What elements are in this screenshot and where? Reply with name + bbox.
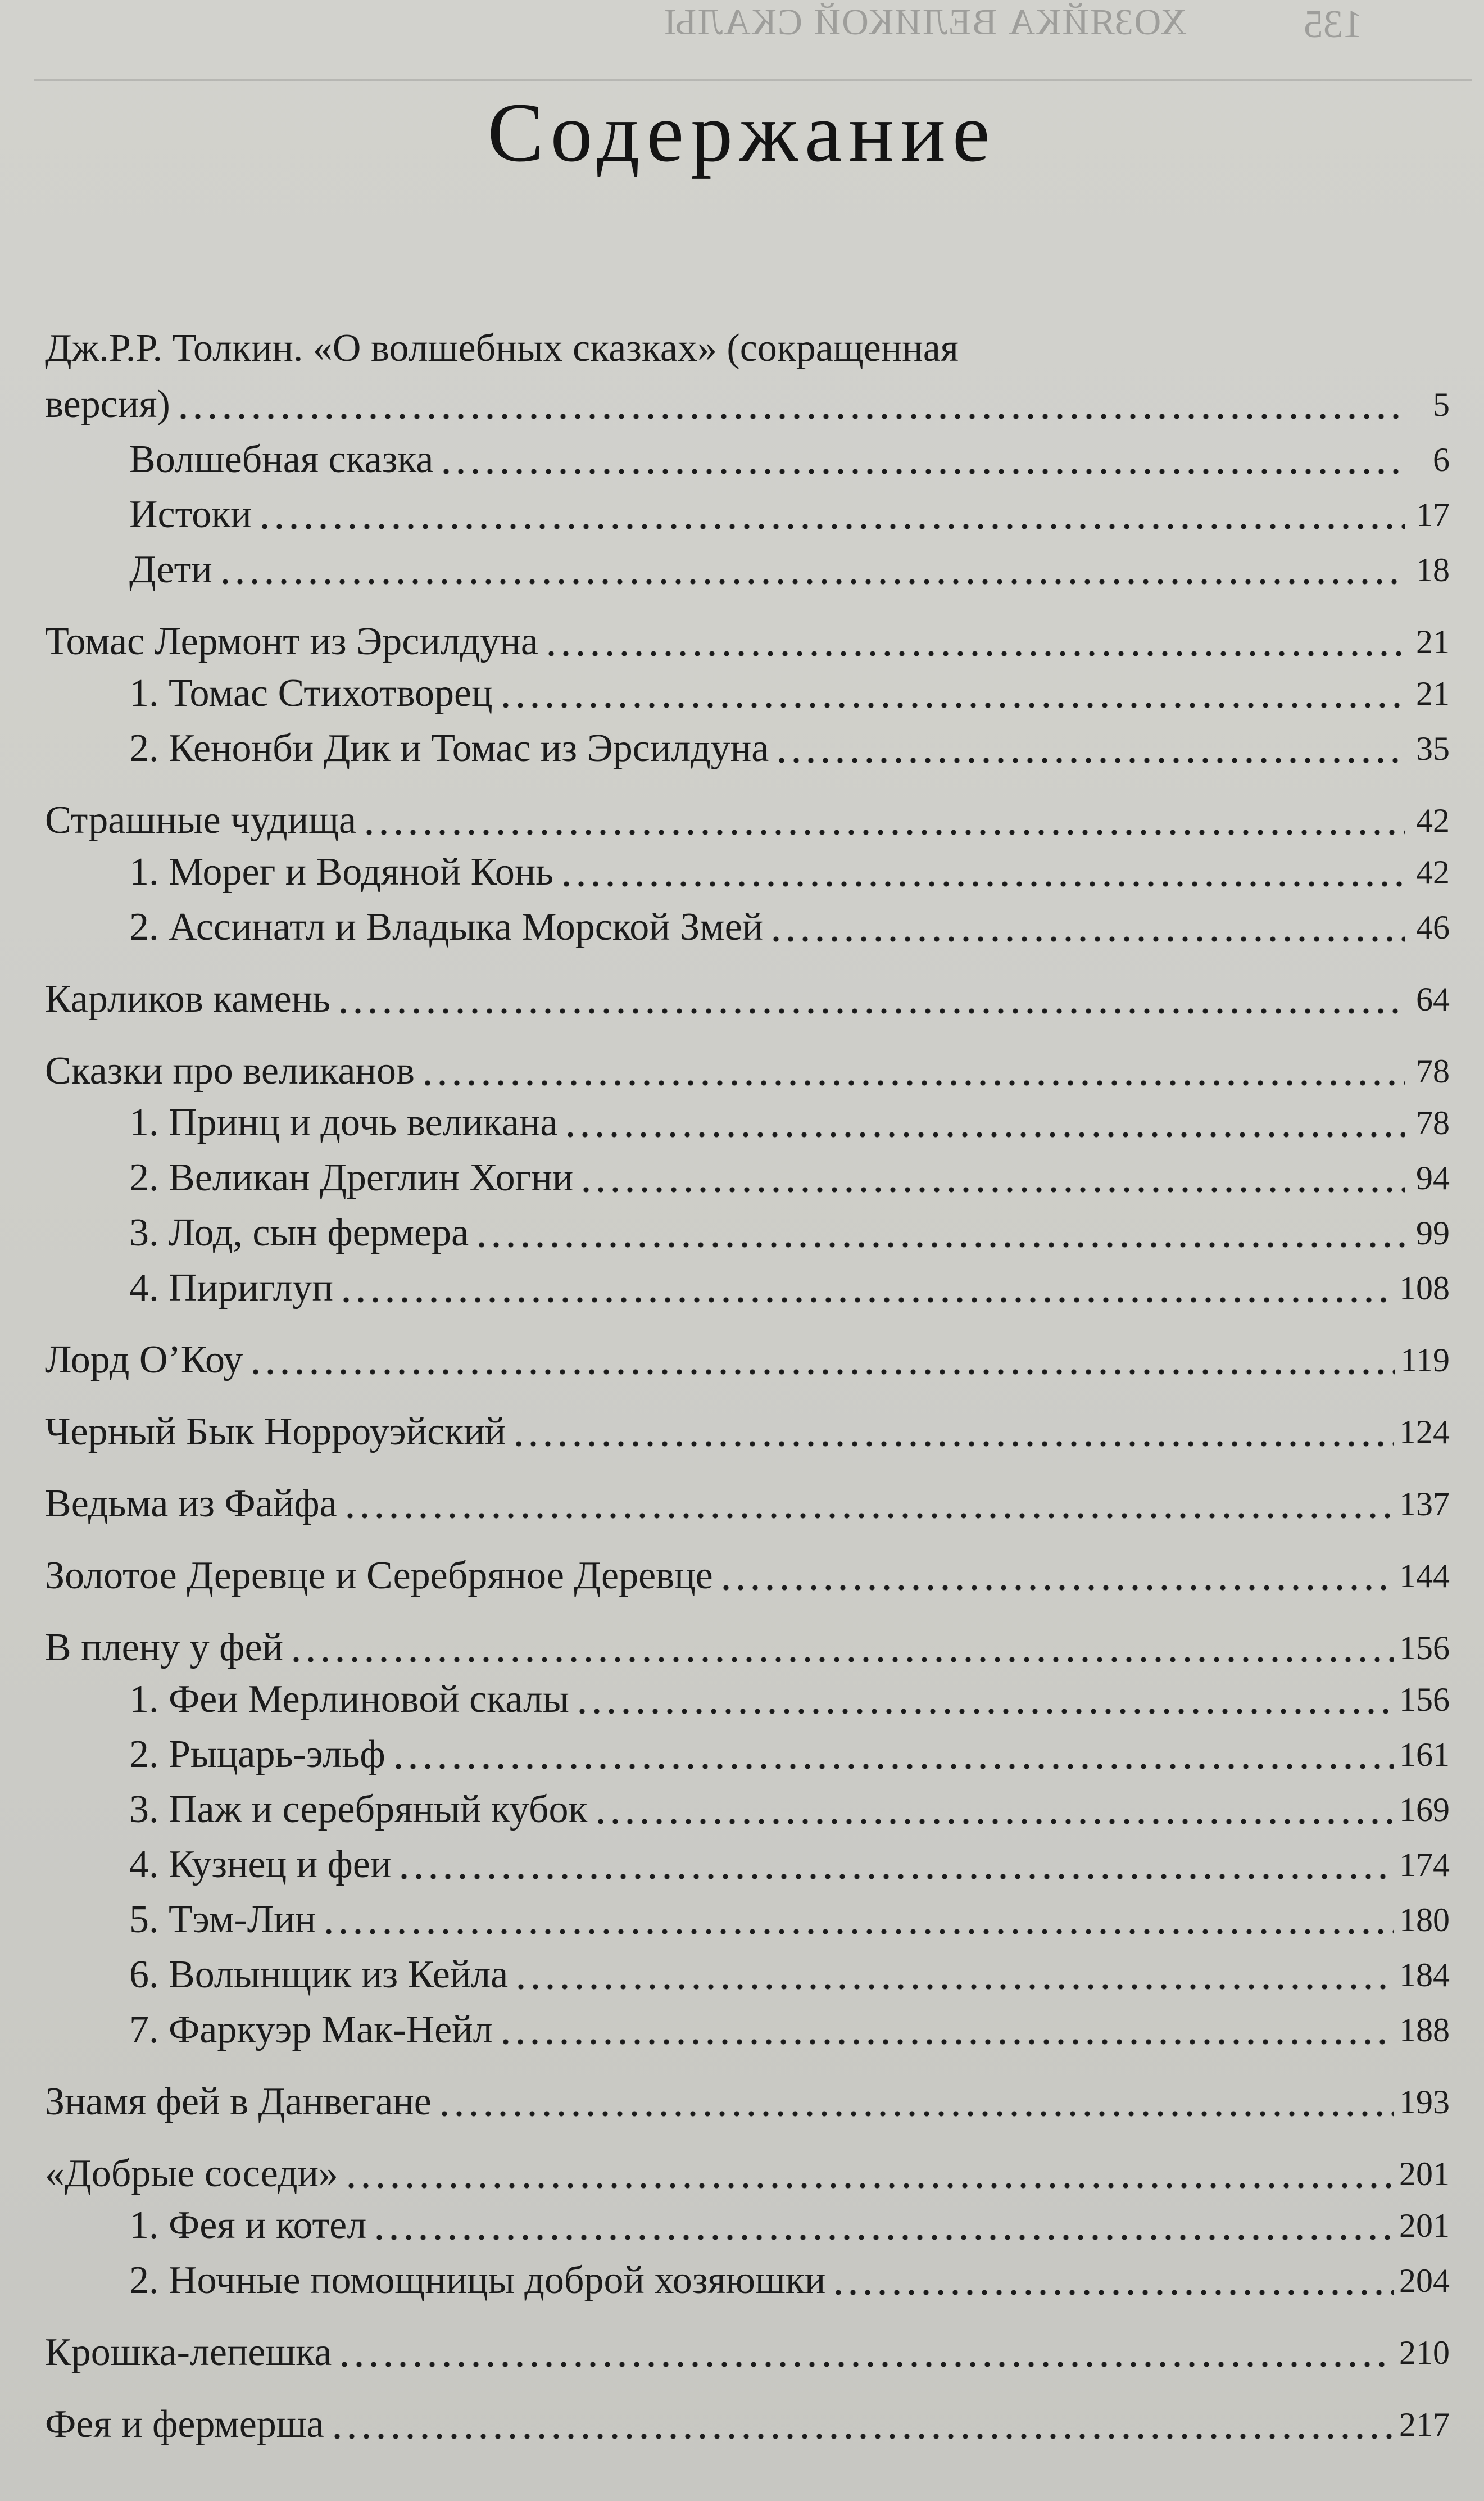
toc-entry — [129, 1153, 1450, 1203]
toc-entry-title: 3. Паж и серебряный кубок — [129, 1788, 588, 1831]
dot-leader — [321, 1928, 1394, 1935]
toc-entry-title: 2. Ночные помощницы доброй хозяюшки — [129, 2259, 826, 2302]
toc-entry — [129, 1950, 1450, 2000]
dot-leader — [498, 2038, 1394, 2045]
toc-entry-title: 2. Великан Дреглин Хогни — [129, 1156, 574, 1199]
toc-entry — [45, 2077, 1450, 2127]
toc-page-number: 119 — [1400, 1342, 1450, 1379]
bleed-through-rule — [34, 79, 1472, 81]
toc-entry-title: Золотое Деревце и Серебряное Деревце — [45, 1554, 713, 1597]
toc-page-number: 174 — [1399, 1846, 1450, 1883]
toc-entry — [129, 1839, 1450, 1890]
dot-leader — [289, 1656, 1394, 1663]
toc-page-number: 193 — [1399, 2083, 1450, 2121]
dot-leader — [544, 650, 1405, 657]
dot-leader — [391, 1763, 1394, 1770]
toc-entry — [129, 723, 1450, 774]
toc-entry-title: Карликов камень — [45, 977, 331, 1021]
dot-leader — [593, 1818, 1394, 1825]
toc-entry-title-line1: «О волшебных сказках» (сокращенная — [303, 327, 959, 370]
toc-entry — [45, 974, 1450, 1025]
toc-page-number: 78 — [1416, 1053, 1450, 1090]
toc-entry-title: 1. Томас Стихотворец — [129, 672, 493, 715]
toc-page-number: 17 — [1416, 496, 1450, 533]
toc-page-number: 42 — [1416, 854, 1450, 891]
dot-leader — [257, 523, 1405, 530]
toc-entry-title: В плену у фей — [45, 1626, 283, 1669]
dot-leader — [514, 1983, 1394, 1990]
toc-entry-title: Сказки про великанов — [45, 1049, 415, 1093]
dot-leader — [511, 1440, 1394, 1447]
toc-entry-title: 7. Фаркуэр Мак-Нейл — [129, 2008, 493, 2051]
toc-entry-title: 2. Ассинатл и Владыка Морской Змей — [129, 905, 764, 949]
toc-entry-title: 4. Пириглуп — [129, 1266, 334, 1310]
toc-page-number: 169 — [1399, 1791, 1450, 1828]
toc-entry — [45, 1551, 1450, 1601]
toc-entry-title: Знамя фей в Данвегане — [45, 2080, 432, 2123]
toc-entry-title: 4. Кузнец и феи — [129, 1843, 392, 1886]
toc-page-number: 201 — [1399, 2155, 1450, 2192]
toc-page-number: 161 — [1399, 1736, 1450, 1773]
toc-entry-title: Ведьма из Файфа — [45, 1482, 337, 1525]
toc-entry-title: Дети — [129, 548, 212, 591]
toc-page-number: 21 — [1416, 623, 1450, 660]
toc-entry — [45, 2327, 1450, 2378]
toc-page-number: 94 — [1416, 1159, 1450, 1197]
dot-leader — [563, 1131, 1405, 1138]
dot-leader — [344, 2182, 1394, 2189]
toc-entry — [129, 1208, 1450, 1258]
toc-entry — [45, 1407, 1450, 1457]
toc-entry — [129, 2255, 1450, 2306]
toc-entry — [129, 1895, 1450, 1945]
toc-entry-title: 3. Лод, сын фермера — [129, 1211, 469, 1254]
toc-entry-title: 5. Тэм-Лин — [129, 1898, 316, 1941]
toc-entry — [129, 1674, 1450, 1725]
dot-leader — [362, 829, 1405, 836]
toc-entry-first-line1 — [45, 323, 959, 374]
toc-entry — [45, 2399, 1450, 2450]
toc-entry-title: 1. Принц и дочь великана — [129, 1101, 558, 1144]
bleed-through-header: ХОЗЯЙКА ВЕЛИКОЙ СКАЛЫ — [663, 2, 1187, 43]
toc-page-number: 21 — [1416, 675, 1450, 712]
toc-page-number: 156 — [1399, 1629, 1450, 1666]
dot-leader — [579, 1186, 1405, 1193]
dot-leader — [439, 468, 1405, 475]
toc-entry-title: 2. Рыцарь-эльф — [129, 1733, 385, 1776]
page-title: Содержание — [487, 86, 997, 179]
toc-entry — [129, 1098, 1450, 1148]
toc-entry-first-line2 — [45, 379, 1450, 430]
toc-page-number: 217 — [1399, 2406, 1450, 2443]
toc-entry — [129, 1784, 1450, 1835]
dot-leader — [343, 1512, 1394, 1519]
toc-entry — [129, 1263, 1450, 1313]
toc-entry — [129, 2200, 1450, 2251]
dot-leader — [336, 1008, 1405, 1014]
toc-page-number: 188 — [1399, 2011, 1450, 2049]
toc-entry — [129, 1729, 1450, 1780]
toc-page-number: 144 — [1399, 1557, 1450, 1594]
toc-page-number: 180 — [1399, 1901, 1450, 1938]
toc-page-number: 42 — [1416, 802, 1450, 839]
toc-page-number: 18 — [1416, 551, 1450, 588]
toc-entry-title: Лорд О’Коу — [45, 1338, 243, 1381]
toc-page-number: 46 — [1416, 909, 1450, 946]
dot-leader — [575, 1708, 1394, 1715]
dot-leader — [339, 1297, 1394, 1303]
toc-page-number: 184 — [1399, 1956, 1450, 1993]
dot-leader — [330, 2433, 1394, 2440]
dot-leader — [474, 1242, 1405, 1248]
toc-page-number: 78 — [1416, 1104, 1450, 1141]
dot-leader — [774, 757, 1405, 764]
toc-entry — [45, 1335, 1450, 1385]
toc-entry-title: 1. Фея и котел — [129, 2204, 367, 2247]
toc-entry-title: «Добрые соседи» — [45, 2152, 338, 2195]
toc-entry — [45, 795, 1450, 846]
toc-entry — [129, 902, 1450, 953]
toc-entry-title: Томас Лермонт из Эрсилдуна — [45, 620, 538, 663]
toc-entry — [129, 668, 1450, 719]
toc-page-number: 6 — [1433, 441, 1450, 478]
toc-entry — [45, 617, 1450, 667]
toc-page-number: 99 — [1416, 1215, 1450, 1252]
dot-leader — [337, 2361, 1394, 2368]
toc-entry-title: Истоки — [129, 493, 252, 536]
toc-entry — [129, 490, 1450, 540]
dot-leader — [248, 1369, 1395, 1375]
dot-leader — [372, 2234, 1394, 2241]
dot-leader — [498, 702, 1405, 709]
toc-entry — [129, 434, 1450, 485]
dot-leader — [397, 1873, 1394, 1880]
toc-page-number: 35 — [1416, 730, 1450, 767]
toc-entry — [45, 1623, 1450, 1673]
dot-leader — [769, 936, 1405, 943]
toc-page-number: 64 — [1416, 981, 1450, 1018]
toc-entry-title: Страшные чудища — [45, 799, 357, 842]
dot-leader — [831, 2289, 1394, 2296]
toc-page-number: 108 — [1399, 1270, 1450, 1307]
toc-page-number: 124 — [1399, 1413, 1450, 1451]
dot-leader — [719, 1584, 1394, 1591]
toc-entry-title: 6. Волынщик из Кейла — [129, 1953, 509, 1996]
toc-page-number: 204 — [1399, 2262, 1450, 2299]
toc-entry-title: Волшебная сказка — [129, 438, 434, 481]
toc-entry-title: 1. Морег и Водяной Конь — [129, 850, 554, 894]
bleed-through-page-number: 135 — [1304, 3, 1363, 46]
toc-entry-title-line2: версия) — [45, 383, 170, 426]
toc-entry-author: Дж.Р.Р. Толкин. — [45, 327, 303, 370]
toc-entry — [129, 545, 1450, 595]
toc-page-number: 201 — [1399, 2207, 1450, 2244]
toc-entry — [45, 1479, 1450, 1529]
toc-page-number: 5 — [1433, 386, 1450, 423]
dot-leader — [218, 578, 1405, 585]
toc-entry-title: Крошка-лепешка — [45, 2331, 332, 2374]
toc-page-number: 210 — [1399, 2334, 1450, 2371]
toc-entry-title: Фея и фермерша — [45, 2403, 324, 2446]
dot-leader — [176, 413, 1405, 420]
dot-leader — [420, 1080, 1405, 1086]
toc-entry — [129, 847, 1450, 898]
toc-page-number: 156 — [1399, 1681, 1450, 1718]
toc-entry — [129, 2005, 1450, 2055]
toc-page-number: 137 — [1399, 1485, 1450, 1523]
toc-entry-title: 2. Кенонби Дик и Томас из Эрсилдуна — [129, 727, 769, 770]
toc-entry-title: 1. Феи Мерлиновой скалы — [129, 1678, 569, 1721]
toc-entry — [45, 1046, 1450, 1097]
toc-entry — [45, 2149, 1450, 2199]
dot-leader — [437, 2110, 1394, 2117]
dot-leader — [559, 881, 1405, 887]
toc-entry-title: Черный Бык Норроуэйский — [45, 1410, 506, 1453]
